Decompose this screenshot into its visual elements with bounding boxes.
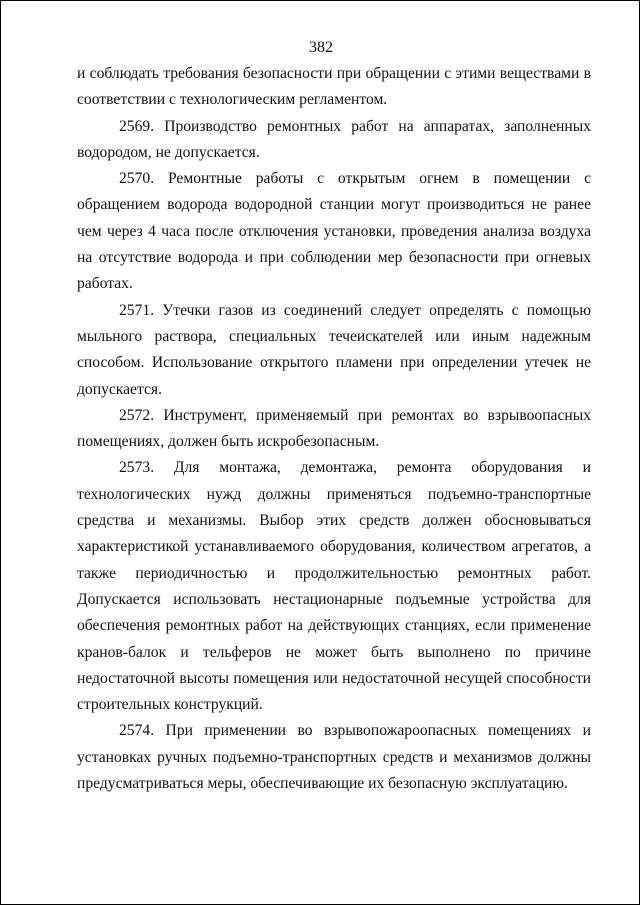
paragraph-2569: 2569. Производство ремонтных работ на аппаратах, заполненных водородом, не допускается. [77,117,591,161]
paragraph-2570: 2570. Ремонтные работы с открытым огнем в помещении с обращением водорода водородной станции могут производиться не ранее чем через 4 часа после отключения установки, проведения анализа воздуха на отсутствие водорода и при соблюдении мер безопасности при огневых работах. [77,170,591,293]
paragraph-2573: 2573. Для монтажа, демонтажа, ремонта оборудования и технологических нужд должны применяться подъемно-транспортные средства и механизмы. Выбор этих средств должен обосновываться характеристикой устанавливаемого оборудования, количеством агрегатов, а также периодичностью и продолжительностью ремонтных работ. Допускается использовать нестационарные подъемные устройства для обеспечения ремонтных работ на действующих станциях, если применение кранов-балок и тельферов не может быть выполнено по причине недостаточной высоты помещения или недостаточной несущей способности строительных конструкций. [77,459,591,714]
page-number: 382 [309,39,333,56]
paragraph-2572: 2572. Инструмент, применяемый при ремонтах во взрывоопасных помещениях, должен быть искробезопасным. [77,406,591,451]
paragraph-2574: 2574. При применении во взрывопожароопасных помещениях и установках ручных подъемно-транспортных средств и механизмов должны предусматриваться меры, обеспечивающие их безопасную эксплуатацию. [77,722,591,793]
document-body [77,61,591,797]
paragraph-2571: 2571. Утечки газов из соединений следует определять с помощью мыльного раствора, специальных течеискателей или иным надежным способом. Использование открытого пламени при определении утечек не допускается. [77,301,591,398]
paragraph-continuation: и соблюдать требования безопасности при обращении с этими веществами в соответствии с технологическим регламентом. [77,65,591,109]
